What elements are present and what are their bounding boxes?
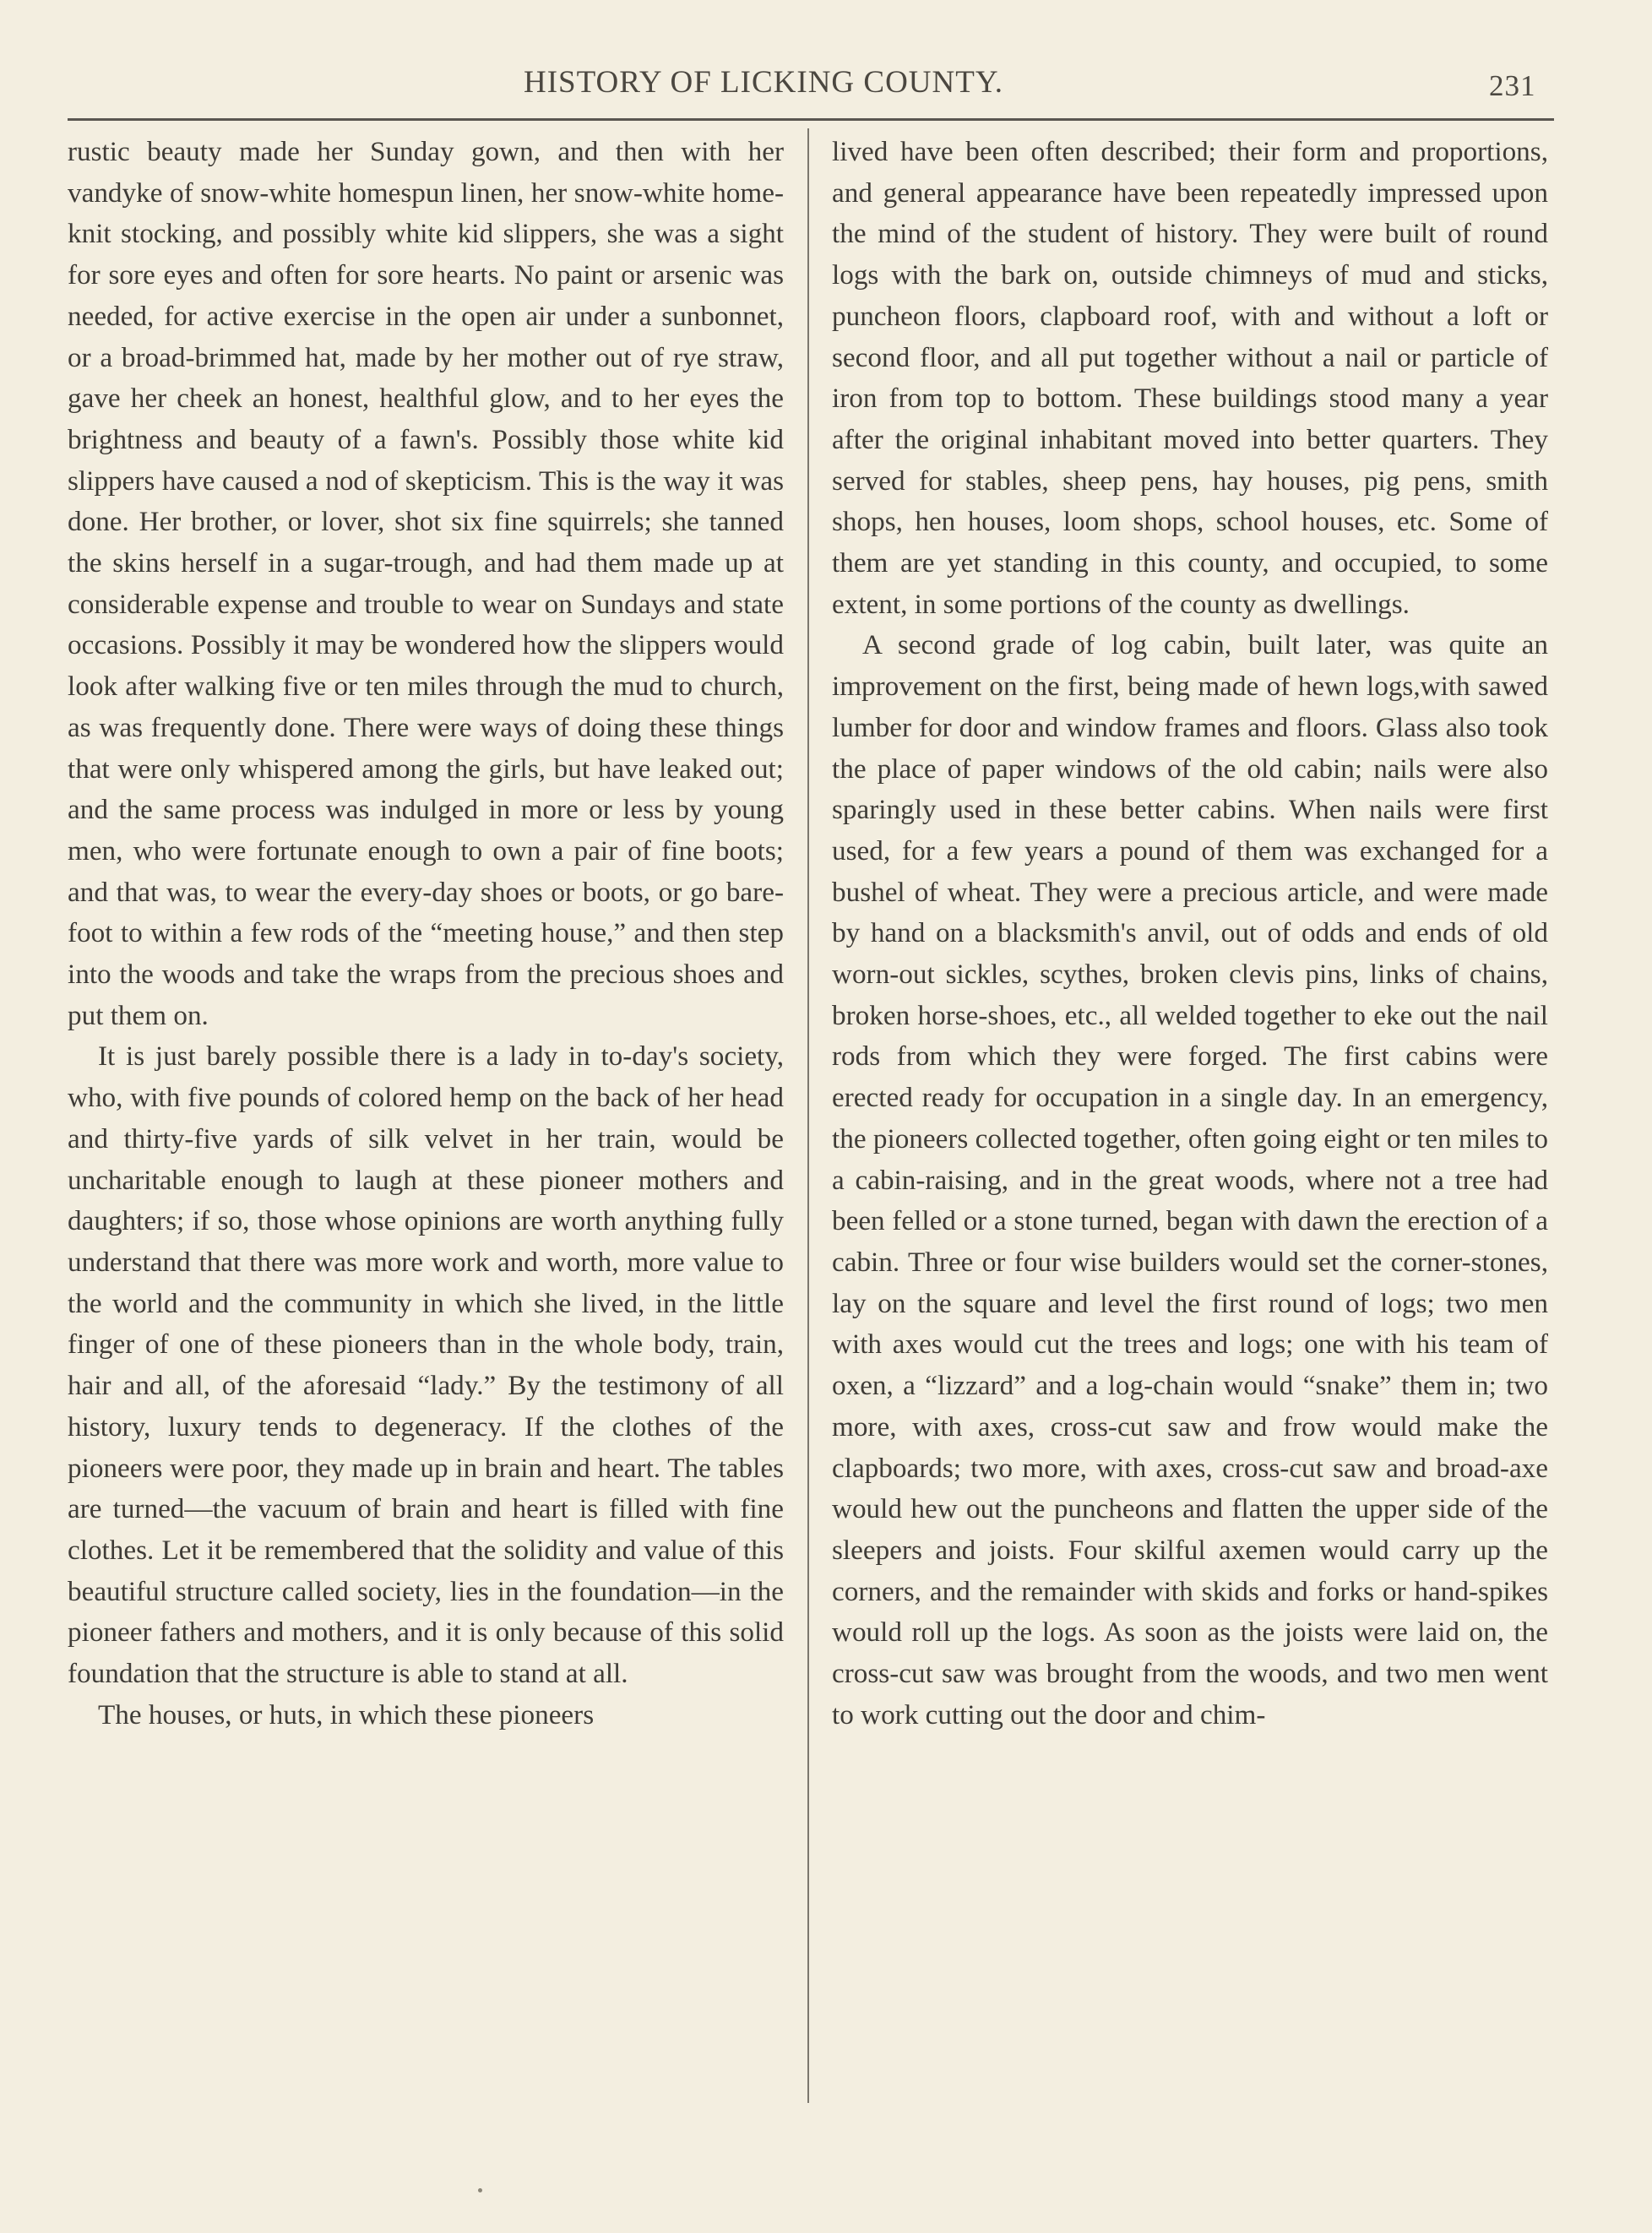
- running-head: [0, 56, 1652, 106]
- paragraph: rustic beauty made her Sunday gown, and then with her vandyke of snow-white homespun linen, her snow-white home-knit stocking, and possibly white kid slippers, she was a sight for sore eyes and often for sore hearts. No paint or arsenic was needed, for active exercise in the open air under a sunbonnet, or a broad-brimmed hat, made by her mother out of rye straw, gave her cheek an honest, healthful glow, and to her eyes the brightness and beauty of a fawn's. Possibly those white kid slippers have caused a nod of skepticism. This is the way it was done. Her brother, or lover, shot six fine squirrels; she tanned the skins herself in a sugar-trough, and had them made up at considerable expense and trouble to wear on Sundays and state occasions. Possibly it may be wondered how the slippers would look after walking five or ten miles through the mud to church, as was frequently done. There were ways of doing these things that were only whispered among the girls, but have leaked out; and the same process was indulged in more or less by young men, who were fortunate enough to own a pair of fine boots; and that was, to wear the every-day shoes or boots, or go barefoot to within a few rods of the “meeting house,” and then step into the woods and take the wraps from the precious shoes and put them on.: [68, 136, 784, 1031]
- paragraph: It is just barely possible there is a lady in to-day's society, who, with five pounds of colored hemp on the back of her head and thirty-five yards of silk velvet in her train, would be uncharitable enough to laugh at these pioneer mothers and daughters; if so, those whose opinions are worth anything fully understand that there was more work and worth, more value to the world and the community in which she lived, in the little finger of one of these pioneers than in the whole body, train, hair and all, of the aforesaid “lady.” By the testimony of all history, luxury tends to degeneracy. If the clothes of the pioneers were poor, they made up in brain and heart. The tables are turned—the vacuum of brain and heart is filled with fine clothes. Let it be remembered that the solidity and value of this beautiful structure called society, lies in the foundation—in the pioneer fathers and mothers, and it is only because of this solid foundation that the structure is able to stand at all.: [68, 1040, 784, 1690]
- right-column: [832, 132, 1548, 2116]
- left-column: [68, 132, 784, 2116]
- page-speck: [478, 2188, 482, 2192]
- running-title: HISTORY OF LICKING COUNTY.: [524, 65, 1004, 100]
- header-rule: [68, 118, 1554, 121]
- paragraph: lived have been often described; their form and proportions, and general appearance have been repeatedly impressed upon the mind of the student of history. They were built of round logs with the bark on, outside chimneys of mud and sticks, puncheon floors, clapboard roof, with and without a loft or second floor, and all put together without a nail or particle of iron from top to bottom. These buildings stood many a year after the original inhabitant moved into better quarters. They served for stables, sheep pens, hay houses, pig pens, smith shops, hen houses, loom shops, school houses, etc. Some of them are yet standing in this county, and occupied, to some extent, in some portions of the county as dwellings.: [832, 136, 1548, 620]
- paragraph: A second grade of log cabin, built later, was quite an improvement on the first, being made of hewn logs,with sawed lumber for door and window frames and floors. Glass also took the place of paper windows of the old cabin; nails were also sparingly used in these better cabins. When nails were first used, for a few years a pound of them was exchanged for a bushel of wheat. They were a precious article, and were made by hand on a blacksmith's anvil, out of odds and ends of old worn-out sickles, scythes, broken clevis pins, links of chains, broken horse-shoes, etc., all welded together to eke out the nail rods from which they were forged. The first cabins were erected ready for occupation in a single day. In an emergency, the pioneers collected together, often going eight or ten miles to a cabin-raising, and in the great woods, where not a tree had been felled or a stone turned, began with dawn the erection of a cabin. Three or four wise builders would set the corner-stones, lay on the square and level the first round of logs; two men with axes would cut the trees and logs; one with his team of oxen, a “lizzard” and a log-chain would “snake” them in; two more, with axes, cross-cut saw and frow would make the clapboards; two more, with axes, cross-cut saw and broad-axe would hew out the puncheons and flatten the upper side of the sleepers and joists. Four skilful axemen would carry up the corners, and the remainder with skids and forks or hand-spikes would roll up the logs. As soon as the joists were laid on, the cross-cut saw was brought from the woods, and two men went to work cutting out the door and chim-: [832, 629, 1548, 1730]
- page-number: 231: [1489, 69, 1536, 102]
- column-divider: [807, 128, 809, 2103]
- paragraph: The houses, or huts, in which these pioneers: [98, 1698, 595, 1730]
